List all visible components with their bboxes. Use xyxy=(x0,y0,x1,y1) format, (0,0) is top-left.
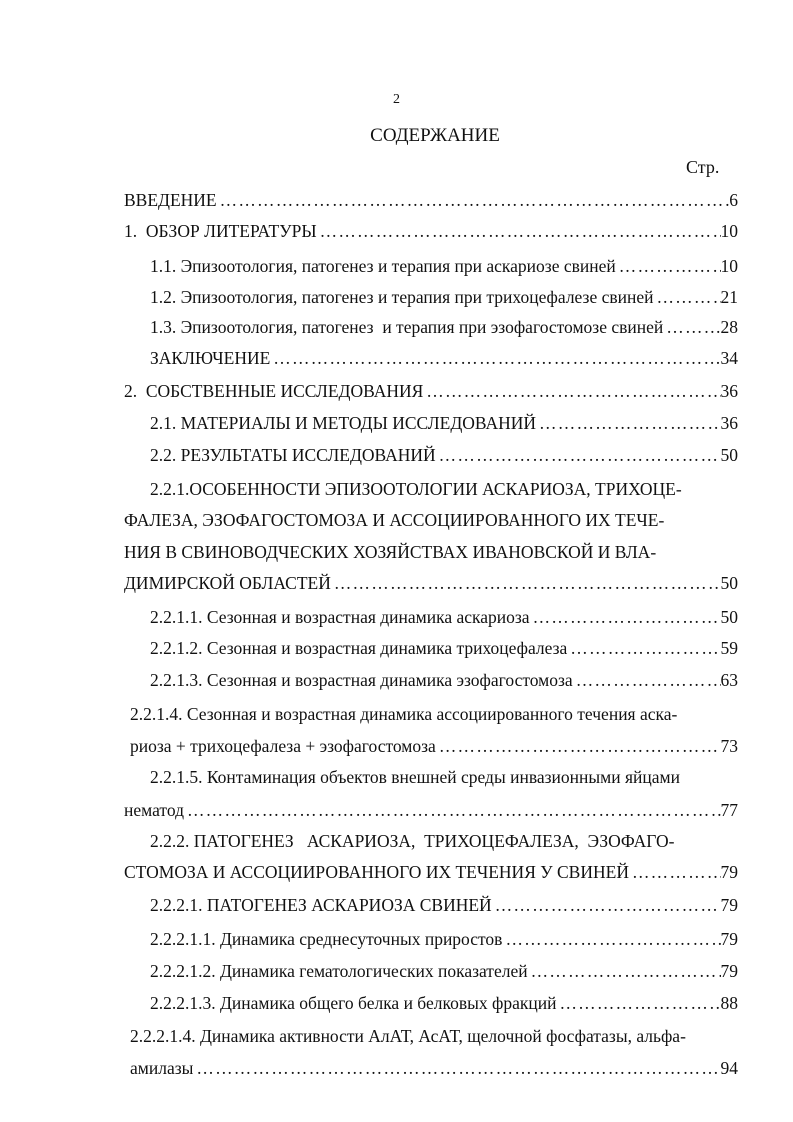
entry-page: 6 xyxy=(729,190,738,210)
entry-text: 1.2. Эпизоотология, патогенез и терапия при трихоцефалезе свиней xyxy=(150,287,654,307)
toc-entry-1-2[interactable] xyxy=(150,284,738,310)
toc-entry-1-1[interactable] xyxy=(150,253,738,279)
entry-page: 59 xyxy=(720,638,738,658)
entry-text: 2.2.1.2. Сезонная и возрастная динамика трихоцефалеза xyxy=(150,638,568,658)
toc-entry-2-2-2[interactable] xyxy=(124,859,738,885)
dot-leader xyxy=(436,442,721,468)
entry-page: 10 xyxy=(720,256,738,276)
dot-leader xyxy=(492,892,721,918)
toc-entry-2-2[interactable] xyxy=(150,442,738,468)
dot-leader xyxy=(528,958,721,984)
dot-leader xyxy=(573,667,721,693)
entry-text: 2.2.2.1. ПАТОГЕНЕЗ АСКАРИОЗА СВИНЕЙ xyxy=(150,895,492,915)
entry-text: ВВЕДЕНИЕ xyxy=(124,190,217,210)
toc-entry-2-2-1-line-3: НИЯ В СВИНОВОДЧЕСКИХ ХОЗЯЙСТВАХ ИВАНОВСКОЙ И ВЛА- xyxy=(124,542,657,562)
toc-entry-2-2-2-1-3[interactable] xyxy=(150,990,738,1016)
dot-leader xyxy=(193,1055,720,1081)
toc-entry-2-2-2-1-1[interactable] xyxy=(150,926,738,952)
dot-leader xyxy=(653,284,720,310)
entry-page: 94 xyxy=(720,1058,738,1078)
toc-entry-2-2-1-4-line-1: 2.2.1.4. Сезонная и возрастная динамика ассоциированного течения аска- xyxy=(130,704,678,724)
entry-page: 50 xyxy=(720,445,738,465)
toc-entry-2-2-1-line-2: ФАЛЕЗА, ЭЗОФАГОСТОМОЗА И АССОЦИИРОВАННОГО ИХ ТЕЧЕ- xyxy=(124,510,665,530)
entry-page: 50 xyxy=(720,573,738,593)
toc-entry-2-2-1-3[interactable] xyxy=(150,667,738,693)
entry-text: нематод xyxy=(124,800,184,820)
entry-text: 2.2.1.3. Сезонная и возрастная динамика эзофагостомоза xyxy=(150,670,573,690)
entry-text: ЗАКЛЮЧЕНИЕ xyxy=(150,348,271,368)
dot-leader xyxy=(530,604,721,630)
toc-title: СОДЕРЖАНИЕ xyxy=(370,125,500,146)
entry-page: 79 xyxy=(720,961,738,981)
dot-leader xyxy=(502,926,720,952)
pages-column-label: Стр. xyxy=(686,157,720,177)
entry-page: 36 xyxy=(720,381,738,401)
entry-text: риоза + трихоцефалеза + эзофагостомоза xyxy=(130,736,436,756)
entry-page: 79 xyxy=(720,895,738,915)
toc-entry-own-research[interactable] xyxy=(124,378,738,404)
dot-leader xyxy=(317,218,721,244)
toc-entry-2-2-1-line-1: 2.2.1.ОСОБЕННОСТИ ЭПИЗООТОЛОГИИ АСКАРИОЗА, ТРИХОЦЕ- xyxy=(150,479,682,499)
entry-text: 1. ОБЗОР ЛИТЕРАТУРЫ xyxy=(124,221,317,241)
entry-page: 28 xyxy=(720,317,738,337)
dot-leader xyxy=(217,187,730,213)
page-number: 2 xyxy=(393,92,400,107)
entry-text: СТОМОЗА И АССОЦИИРОВАННОГО ИХ ТЕЧЕНИЯ У СВИНЕЙ xyxy=(124,862,629,882)
dot-leader xyxy=(331,570,721,596)
entry-text: 2.2.2.1.1. Динамика среднесуточных приростов xyxy=(150,929,503,949)
dot-leader xyxy=(184,797,721,823)
entry-text: амилазы xyxy=(130,1058,194,1078)
toc-entry-2-2-2-1-2[interactable] xyxy=(150,958,738,984)
entry-page: 10 xyxy=(720,221,738,241)
entry-page: 63 xyxy=(720,670,738,690)
toc-entry-2-2-1-5-line-1: 2.2.1.5. Контаминация объектов внешней среды инвазионными яйцами xyxy=(150,767,680,787)
toc-entry-2-2-2-line-1: 2.2.2. ПАТОГЕНЕЗ АСКАРИОЗА, ТРИХОЦЕФАЛЕЗА, ЭЗОФАГО- xyxy=(150,831,675,851)
dot-leader xyxy=(556,990,720,1016)
dot-leader xyxy=(536,410,720,436)
entry-text: 2.2.2.1.3. Динамика общего белка и белковых фракций xyxy=(150,993,557,1013)
dot-leader xyxy=(436,733,721,759)
toc-entry-2-2-1[interactable] xyxy=(124,570,738,596)
toc-entry-1-3[interactable] xyxy=(150,314,738,340)
entry-text: 2. СОБСТВЕННЫЕ ИССЛЕДОВАНИЯ xyxy=(124,381,424,401)
toc-entry-2-1[interactable] xyxy=(150,410,738,436)
entry-text: 2.1. МАТЕРИАЛЫ И МЕТОДЫ ИССЛЕДОВАНИЙ xyxy=(150,413,537,433)
entry-page: 88 xyxy=(720,993,738,1013)
entry-page: 79 xyxy=(720,929,738,949)
dot-leader xyxy=(629,859,721,885)
entry-text: 1.3. Эпизоотология, патогенез и терапия при эзофагостомозе свиней xyxy=(150,317,664,337)
toc-entry-literature-review[interactable] xyxy=(124,218,738,244)
dot-leader xyxy=(270,345,720,371)
entry-text: 2.2. РЕЗУЛЬТАТЫ ИССЛЕДОВАНИЙ xyxy=(150,445,436,465)
entry-text: ДИМИРСКОЙ ОБЛАСТЕЙ xyxy=(124,573,331,593)
entry-page: 36 xyxy=(720,413,738,433)
toc-entry-2-2-1-1[interactable] xyxy=(150,604,738,630)
entry-text: 2.2.2.1.2. Динамика гематологических показателей xyxy=(150,961,528,981)
entry-page: 21 xyxy=(720,287,738,307)
dot-leader xyxy=(616,253,721,279)
toc-entry-2-2-2-1[interactable] xyxy=(150,892,738,918)
dot-leader xyxy=(567,635,720,661)
entry-page: 34 xyxy=(720,348,738,368)
toc-entry-conclusion[interactable] xyxy=(150,345,738,371)
entry-text: 1.1. Эпизоотология, патогенез и терапия при аскариозе свиней xyxy=(150,256,616,276)
entry-page: 79 xyxy=(720,862,738,882)
entry-page: 77 xyxy=(720,800,738,820)
entry-page: 73 xyxy=(720,736,738,756)
toc-entry-2-2-2-1-4[interactable] xyxy=(130,1055,738,1081)
toc-entry-2-2-1-2[interactable] xyxy=(150,635,738,661)
toc-entry-introduction[interactable] xyxy=(124,187,738,213)
toc-entry-2-2-1-4[interactable] xyxy=(130,733,738,759)
dot-leader xyxy=(423,378,720,404)
entry-text: 2.2.1.1. Сезонная и возрастная динамика аскариоза xyxy=(150,607,530,627)
toc-entry-2-2-2-1-4-line-1: 2.2.2.1.4. Динамика активности АлАТ, АсАТ, щелочной фосфатазы, альфа- xyxy=(130,1026,686,1046)
entry-page: 50 xyxy=(720,607,738,627)
toc-entry-2-2-1-5[interactable] xyxy=(124,797,738,823)
dot-leader xyxy=(663,314,720,340)
